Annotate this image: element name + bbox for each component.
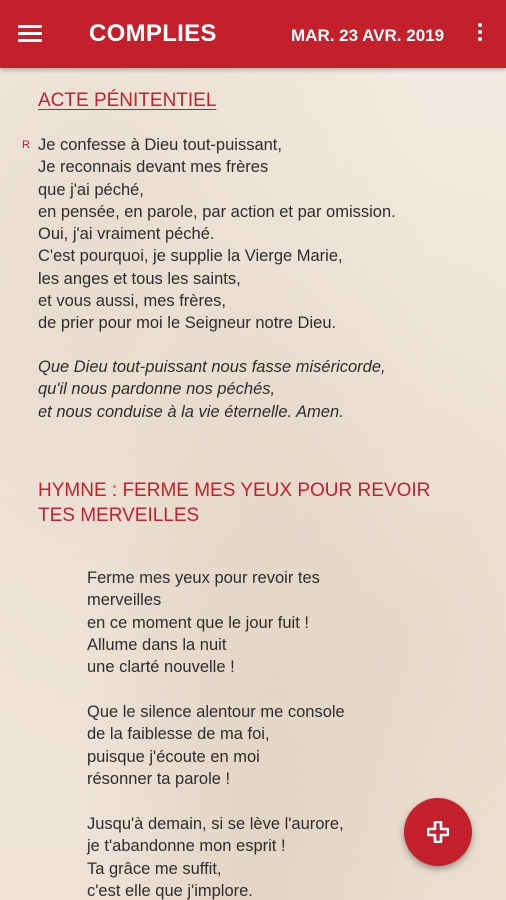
hamburger-menu-icon[interactable]: [18, 22, 48, 46]
absolution-text: Que Dieu tout-puissant nous fasse miséricorde, qu'il nous pardonne nos péchés, et nous conduise à la vie éternelle. Amen.: [38, 358, 386, 421]
app-bar: [0, 0, 506, 68]
hymne-title: HYMNE : FERME MES YEUX POUR REVOIR TES MERVEILLES: [38, 480, 431, 526]
more-vert-icon[interactable]: [470, 20, 490, 48]
hymn-stanza-3: Jusqu'à demain, si se lève l'aurore, je t'abandonne mon esprit ! Ta grâce me suffit, c'est elle que j'implore.: [87, 815, 344, 900]
hymn-stanza-1: Ferme mes yeux pour revoir tes merveilles en ce moment que le jour fuit ! Allume dans la nuit une clarté nouvelle !: [87, 569, 320, 677]
response-marker[interactable]: R: [22, 139, 30, 151]
page-title: COMPLIES: [89, 20, 217, 47]
hymn-stanza-2: Que le silence alentour me console de la faiblesse de ma foi, puisque j'écoute en moi résonner ta parole !: [87, 703, 345, 788]
confiteor-text: Je confesse à Dieu tout-puissant, Je reconnais devant mes frères que j'ai péché, en pensée, en parole, par action et par omission. Oui, j'ai vraiment péché. C'est pourquoi, je supplie la Vierge Marie, les anges et tous les saints, et vous aussi, mes frères, de prier pour moi le Seigneur notre Dieu.: [38, 136, 396, 333]
acte-penitentiel-title: ACTE PÉNITENTIEL: [38, 90, 217, 111]
date-selector[interactable]: MAR. 23 AVR. 2019: [291, 26, 445, 45]
add-fab-button[interactable]: [404, 798, 472, 866]
plus-cross-icon: [427, 821, 449, 843]
office-content: [0, 68, 506, 900]
